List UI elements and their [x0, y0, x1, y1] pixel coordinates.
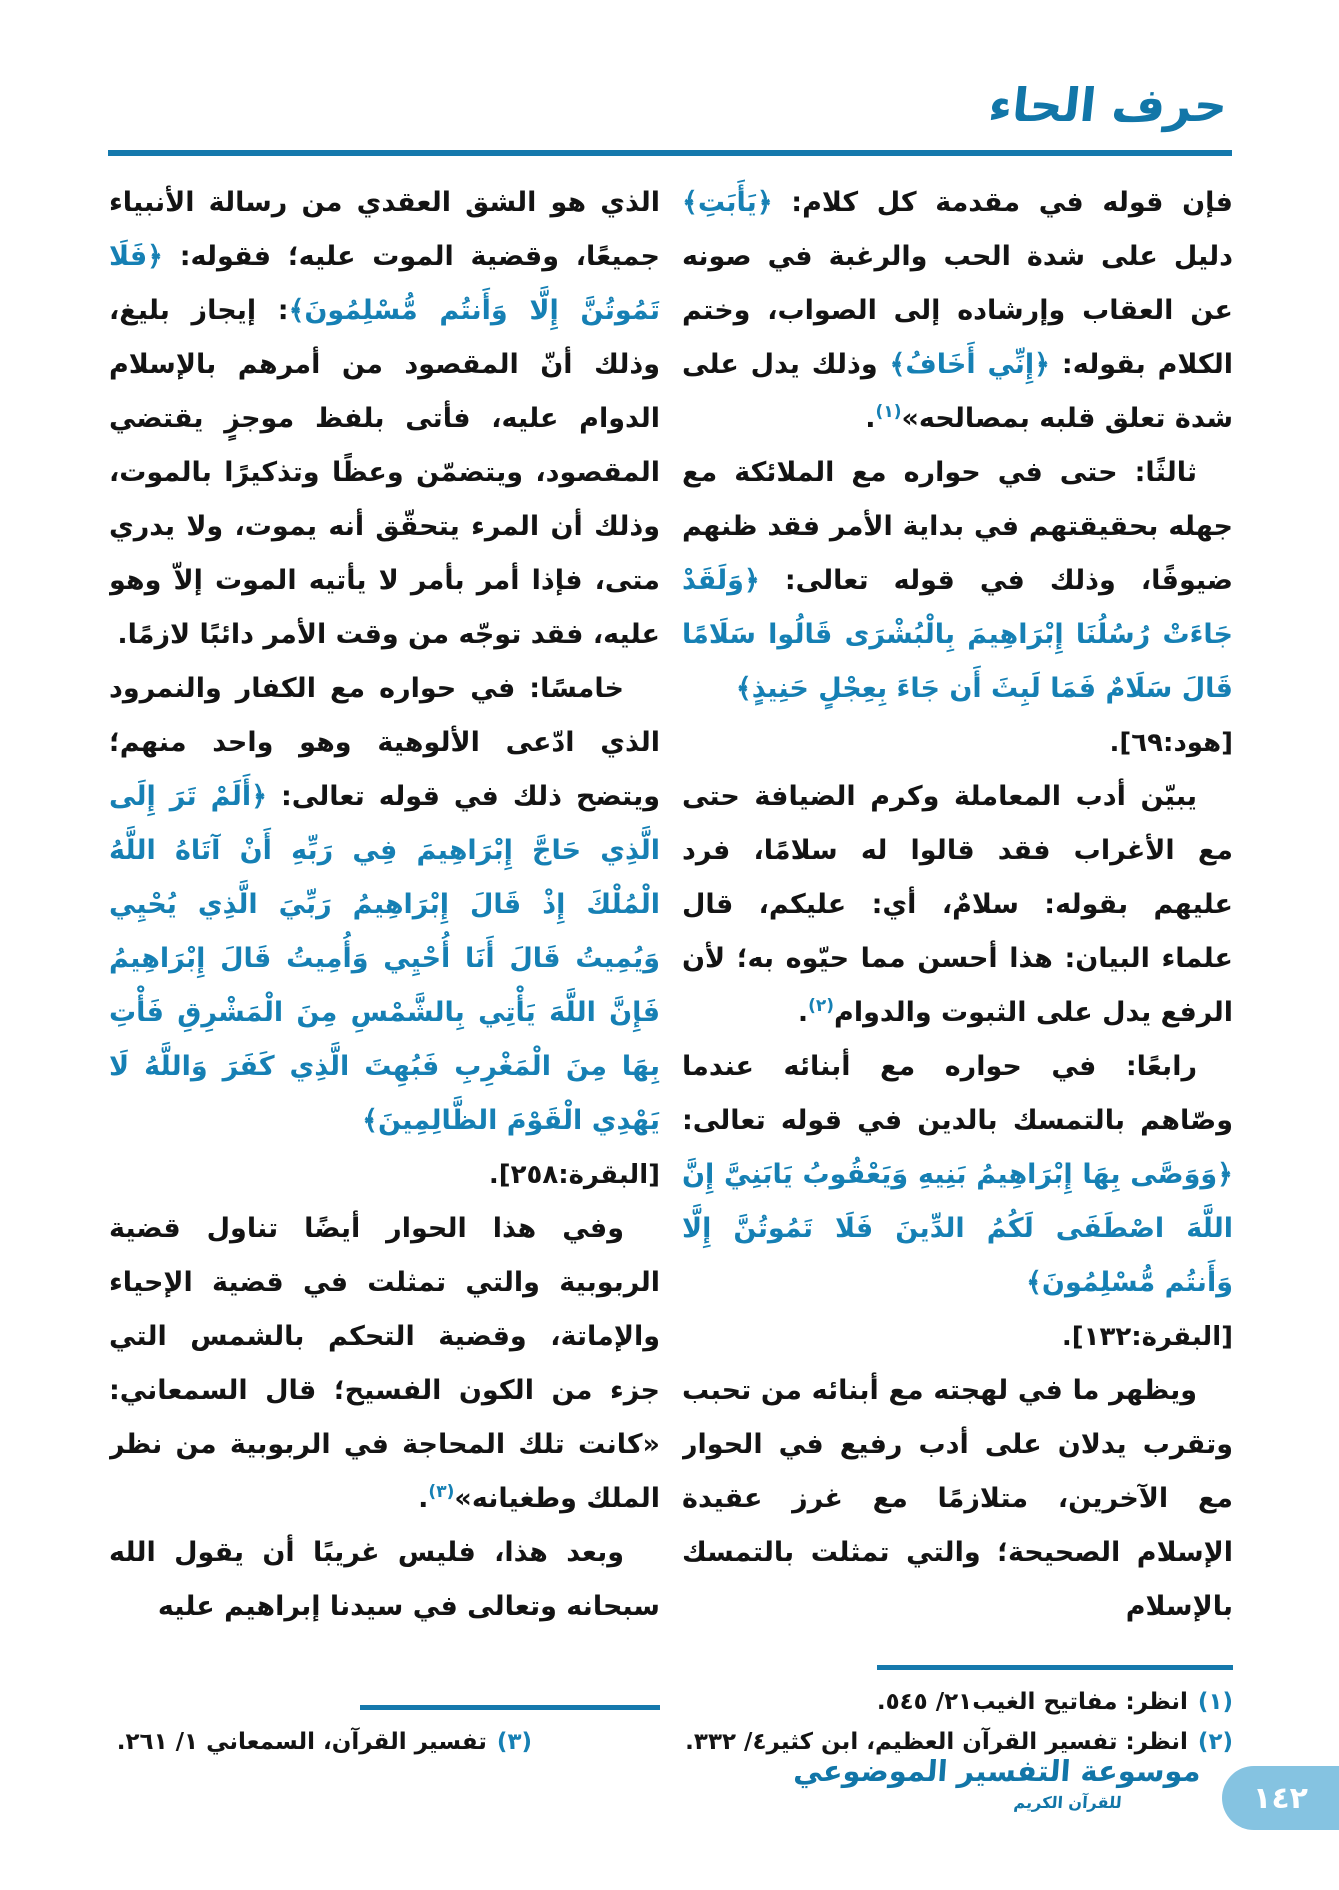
body-text: يبيّن أدب المعاملة وكرم الضيافة حتى مع الأغراب فقد قالوا له سلامًا، فرد عليهم بقوله: سلامٌ، أي: عليكم، قال علماء البيان: هذا أحسن مما حيّوه به؛ لأن الرفع يدل على الثبوت والدوام — [682, 781, 1233, 1028]
footnote-rows — [109, 1722, 660, 1762]
body-text: . — [797, 997, 809, 1028]
two-column-text-area — [108, 176, 1233, 1762]
footnote-rows — [682, 1682, 1233, 1762]
body-text: : إيجاز بليغ، وذلك أنّ المقصود من أمرهم بالإسلام الدوام عليه، فأتى بلفظ موجزٍ يقتضي المقصود، ويتضمّن وعظًا وتذكيرًا بالموت، وذلك أن المرء يتحقّق أنه يموت، ولا يدري متى، فإذا أمر بأمر لا يأتيه الموت إلاّ وهو عليه، فقد توجّه من وقت الأمر دائبًا لازمًا. — [109, 295, 660, 650]
footnote-text: انظر: تفسير القرآن العظيم، ابن كثير٤/ ٣٣٢. — [685, 1729, 1188, 1755]
footnote-separator-rule — [360, 1705, 660, 1710]
body-text: فإن قوله في مقدمة كل كلام: — [772, 187, 1233, 218]
footnotes-right — [682, 1659, 1233, 1762]
page-number-badge — [1222, 1766, 1339, 1830]
verse-reference: [البقرة:١٣٢]. — [1061, 1322, 1233, 1352]
quran-verse: ﴿أَلَمْ تَرَ إِلَى الَّذِي حَاجَّ إِبْرَاهِيمَ فِي رَبِّهِ أَنْ آتَاهُ اللَّهُ الْمُلْكَ إِذْ قَالَ إِبْرَاهِيمُ رَبِّيَ الَّذِي يُحْيِي وَيُمِيتُ قَالَ أَنَا أُحْيِي وَأُمِيتُ قَالَ إِبْرَاهِيمُ فَإِنَّ اللَّهَ يَأْتِي بِالشَّمْسِ مِنَ الْمَشْرِقِ فَأْتِ بِهَا مِنَ الْمَغْرِبِ فَبُهِتَ الَّذِي كَفَرَ وَاللَّهُ لَا يَهْدِي الْقَوْمَ الظَّالِمِينَ﴾ — [109, 781, 660, 1136]
footnote-marker: (١) — [875, 402, 902, 422]
body-text: الذي هو الشق العقدي من رسالة الأنبياء جميعًا، وقضية الموت عليه؛ فقوله: — [109, 187, 660, 272]
footnote-text: انظر: مفاتيح الغيب٢١/ ٥٤٥. — [876, 1689, 1188, 1715]
header-divider-rule — [108, 150, 1232, 156]
footnote-text: تفسير القرآن، السمعاني ١/ ٢٦١. — [116, 1729, 487, 1755]
body-text: خامسًا: في حواره مع الكفار والنمرود الذي ادّعى الألوهية وهو واحد منهم؛ ويتضح ذلك في قوله تعالى: — [109, 673, 660, 812]
footnote-marker: (٢) — [808, 996, 835, 1016]
paragraph — [109, 662, 660, 1148]
publisher-logo — [792, 1754, 1203, 1812]
footnote-number: (٢) — [1197, 1729, 1233, 1755]
page-number: ١٤٢ — [1253, 1780, 1308, 1816]
paragraph — [682, 176, 1233, 446]
paragraph — [109, 176, 660, 662]
footnote-number: (٣) — [496, 1729, 532, 1755]
body-text: رابعًا: في حواره مع أبنائه عندما وصّاهم بالتمسك بالدين في قوله تعالى: — [682, 1051, 1233, 1136]
footnote-separator-rule — [877, 1665, 1233, 1670]
body-text: . — [865, 403, 876, 434]
publisher-logo-subtitle: للقرآن الكريم — [1013, 1792, 1123, 1812]
body-text: ثالثًا: حتى في حواره مع الملائكة مع جهله بحقيقتهم في بداية الأمر فقد ظنهم ضيوفًا، وذلك في قوله تعالى: — [682, 457, 1233, 596]
quran-verse: ﴿وَوَصَّى بِهَا إِبْرَاهِيمُ بَنِيهِ وَيَعْقُوبُ يَابَنِيَّ إِنَّ اللَّهَ اصْطَفَى لَكُمُ الدِّينَ فَلَا تَمُوتُنَّ إِلَّا وَأَنتُم مُّسْلِمُونَ﴾ — [682, 1159, 1233, 1298]
quran-verse: ﴿وَلَقَدْ جَاءَتْ رُسُلُنَا إِبْرَاهِيمَ بِالْبُشْرَى قَالُوا سَلَامًا قَالَ سَلَامٌ فَمَا لَبِثَ أَن جَاءَ بِعِجْلٍ حَنِيذٍ﴾ — [682, 565, 1233, 704]
body-text: . — [418, 1483, 429, 1514]
verse-reference: [هود:٦٩]. — [1109, 728, 1233, 758]
verse-reference: [البقرة:٢٥٨]. — [488, 1160, 660, 1190]
body-text: وذلك يدل على شدة تعلق قلبه بمصالحه» — [682, 349, 1233, 434]
footnote-number: (١) — [1197, 1689, 1233, 1715]
chapter-letter-heading: حرف الحاء — [985, 78, 1230, 132]
paragraph — [682, 446, 1233, 716]
paragraph — [109, 1526, 660, 1634]
footnotes-left — [109, 1699, 660, 1762]
paragraph — [109, 1202, 660, 1526]
column-left — [109, 176, 660, 1762]
publisher-logo-title: موسوعة التفسير الموضوعي — [792, 1754, 1203, 1788]
quran-verse: ﴿إِنِّي أَخَافُ﴾ — [889, 349, 1051, 380]
body-text: ويظهر ما في لهجته مع أبنائه من تحبب وتقرب يدلان على أدب رفيع في الحوار مع الآخرين، متلازمًا مع غرز عقيدة الإسلام الصحيحة؛ والتي تمثلت بالتمسك بالإسلام — [682, 1375, 1233, 1622]
column-left-text — [109, 176, 660, 1634]
paragraph — [682, 770, 1233, 1040]
footnote-marker: (٣) — [428, 1482, 455, 1502]
footnote — [109, 1722, 660, 1762]
paragraph — [682, 1040, 1233, 1310]
body-text: دليل على شدة الحب والرغبة في صونه عن العقاب وإرشاده إلى الصواب، وختم الكلام بقوله: — [682, 241, 1233, 380]
column-right-text — [682, 176, 1233, 1634]
footnote — [682, 1682, 1233, 1722]
quran-verse: ﴿فَلَا تَمُوتُنَّ إِلَّا وَأَنتُم مُّسْلِمُونَ﴾ — [109, 241, 660, 326]
quran-verse: ﴿يَأَبَتِ﴾ — [682, 187, 773, 218]
body-text: وبعد هذا، فليس غريبًا أن يقول الله سبحانه وتعالى في سيدنا إبراهيم عليه — [109, 1537, 660, 1622]
body-text: وفي هذا الحوار أيضًا تناول قضية الربوبية والتي تمثلت في قضية الإحياء والإماتة، وقضية التحكم بالشمس التي جزء من الكون الفسيح؛ قال السمعاني: «كانت تلك المحاجة في الربوبية من نظر الملك وطغيانه» — [109, 1213, 660, 1514]
column-right — [682, 176, 1233, 1762]
paragraph — [682, 1364, 1233, 1634]
